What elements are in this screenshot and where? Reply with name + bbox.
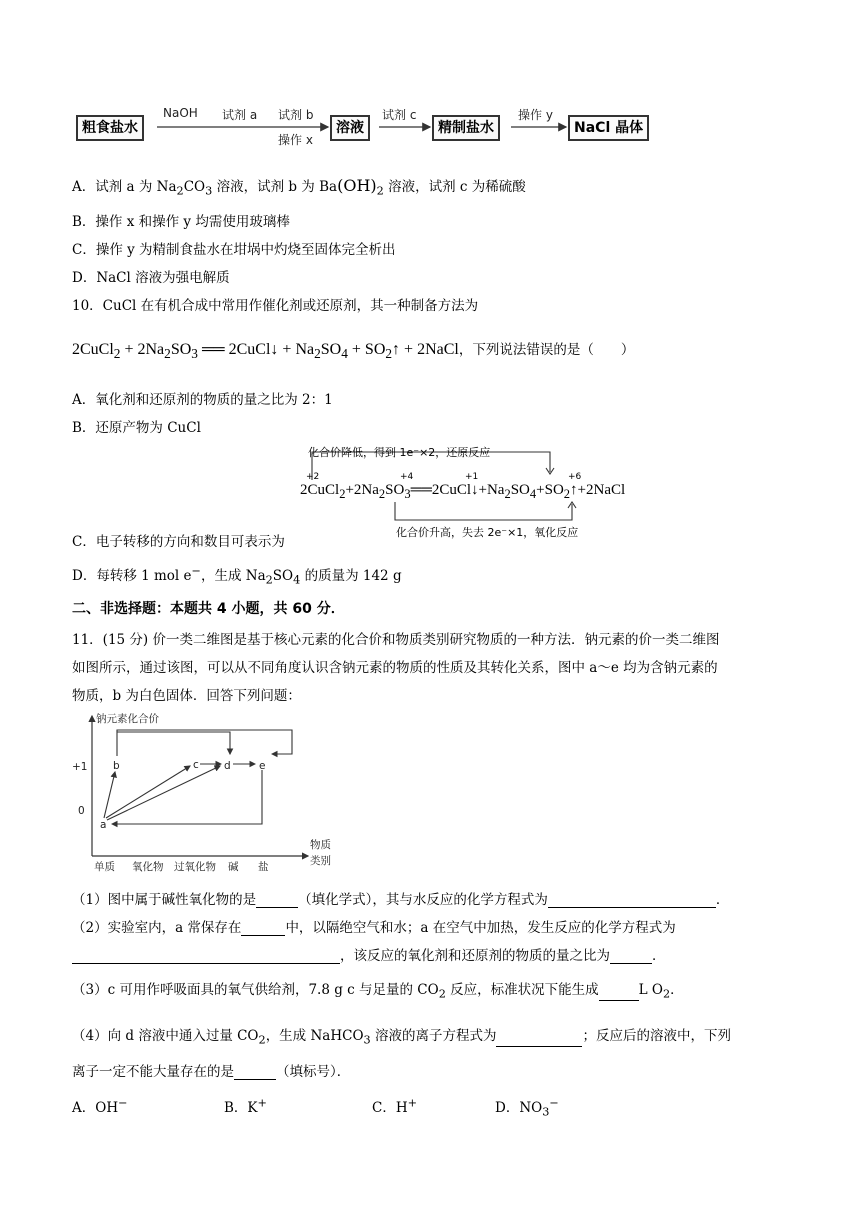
chart-xlabel-1: 物质 <box>310 839 331 851</box>
chart-xtick-peroxide: 过氧化物 <box>174 861 216 873</box>
text: （填标号）． <box>276 1064 351 1080</box>
text: B．K <box>224 1100 258 1116</box>
text: 反应，标准状况下能生成 <box>445 982 599 998</box>
q11-para-1: 11．(15 分) 价一类二维图是基于核心元素的化合价和物质类别研究物质的一种方法．钠元素的价一类二维图 <box>72 632 720 648</box>
valence-cu-before: +2 <box>306 472 320 482</box>
answer-blank[interactable] <box>241 921 285 936</box>
text: （4）向 d 溶液中通入过量 CO <box>72 1028 259 1044</box>
text: （2）实验室内，a 常保存在 <box>72 920 242 936</box>
chart-xtick-element: 单质 <box>94 861 115 873</box>
q11-option-d <box>495 1096 559 1119</box>
flow-label-reagent-c: 试剂 c <box>382 108 417 122</box>
chart-ytick-plus1: +1 <box>72 761 88 773</box>
q10-option-a: A．氧化剂和还原剂的物质的量之比为 2：1 <box>72 392 333 408</box>
q11-sub-2-cont <box>72 944 666 964</box>
flow-box-solution: 溶液 <box>330 115 370 141</box>
q11-sub-4 <box>72 1024 731 1047</box>
flow-box-crude-salt: 粗食盐水 <box>76 115 144 141</box>
text: ． <box>652 948 666 964</box>
chart-xtick-salt: 盐 <box>258 861 269 873</box>
text: 3 <box>205 184 213 198</box>
diagram-equation: $2CuCl_2+2Na_2SO_3══2CuCl↓+Na_2SO_4+SO_2↑+2NaCl$ <box>300 482 626 501</box>
q9-option-a <box>72 175 526 198</box>
flow-label-naoh: NaOH <box>163 106 198 120</box>
answer-blank[interactable] <box>234 1065 276 1080</box>
chart-point-b: b <box>113 760 120 772</box>
q11-sub-1 <box>72 888 729 908</box>
text: − <box>191 564 201 578</box>
valence-cu-after: +1 <box>465 472 479 482</box>
q9-option-c: C．操作 y 为精制食盐水在坩埚中灼烧至固体完全析出 <box>72 242 396 258</box>
text: 溶液，试剂 c 为稀硫酸 <box>383 179 526 195</box>
chart-xtick-base: 碱 <box>228 861 239 873</box>
q11-sub-3 <box>72 978 684 1001</box>
q11-option-b <box>224 1096 267 1116</box>
text: (OH) <box>337 176 377 195</box>
chart-xtick-oxide: 氧化物 <box>132 861 164 873</box>
diagram-oxidation-label: 化合价升高，失去 2e⁻×1，氧化反应 <box>396 526 579 539</box>
text: ；反应后的溶液中，下列 <box>582 1028 731 1044</box>
q10-option-c: C．电子转移的方向和数目可表示为 <box>72 534 285 550</box>
chart-point-e: e <box>259 760 266 772</box>
text: A．OH <box>72 1100 119 1116</box>
chart-point-a: a <box>100 819 107 831</box>
text: 3 <box>363 1033 371 1047</box>
flow-box-nacl-crystal: NaCl 晶体 <box>568 115 649 141</box>
text: 4 <box>293 573 301 587</box>
text: D．NO <box>495 1100 543 1116</box>
text: − <box>118 1096 128 1110</box>
text: ，生成 NaHCO <box>265 1028 364 1044</box>
q9-option-b: B．操作 x 和操作 y 均需使用玻璃棒 <box>72 214 290 230</box>
text: 2 <box>662 987 671 1001</box>
text: 2 <box>258 1033 266 1047</box>
valence-class-chart <box>70 708 350 878</box>
text: （1）图中属于碱性氧化物的是 <box>72 892 257 908</box>
diagram-reduction-label: 化合价降低，得到 1e⁻×2，还原反应 <box>308 446 491 459</box>
valence-s-before: +4 <box>400 472 414 482</box>
q10-stem: 10．CuCl 在有机合成中常用作催化剂或还原剂，其一种制备方法为 <box>72 298 479 314</box>
flow-label-operation-y: 操作 y <box>518 108 553 122</box>
answer-blank[interactable] <box>548 893 716 908</box>
text: ，生成 Na <box>200 568 266 584</box>
text: 中，以隔绝空气和水；a 在空气中加热，发生反应的化学方程式为 <box>285 920 676 936</box>
q10-option-b: B．还原产物为 CuCl <box>72 420 201 436</box>
text: 2 <box>265 573 273 587</box>
text: ． <box>715 892 730 908</box>
text: + <box>407 1096 418 1110</box>
text: A．试剂 a 为 Na <box>72 179 177 195</box>
text: 2 <box>176 184 184 198</box>
text: 离子一定不能大量存在的是 <box>72 1064 234 1080</box>
text: 的质量为 142 g <box>300 568 402 584</box>
text: C．H <box>372 1100 408 1116</box>
flow-label-reagent-b: 试剂 b <box>278 108 314 122</box>
chart-point-d: d <box>224 760 231 772</box>
q11-option-a <box>72 1096 128 1116</box>
answer-blank[interactable] <box>256 893 298 908</box>
valence-s-after: +6 <box>568 472 582 482</box>
text: CO <box>183 179 206 195</box>
flow-label-reagent-a: 试剂 a <box>222 108 258 122</box>
q10-option-d <box>72 564 402 587</box>
chart-point-c: c <box>193 759 199 771</box>
text: （填化学式），其与水反应的化学方程式为 <box>298 892 548 908</box>
text: 溶液，试剂 b 为 Ba <box>212 179 338 195</box>
q10-equation: 2CuCl$_2$ + $2Na_2SO_3$ ══ 2CuCl↓ + $Na_2SO_4$ + $SO_2↑$ + 2NaCl，下列说法错误的是（ ） <box>72 341 635 362</box>
q11-sub-4-cont <box>72 1060 350 1080</box>
q9-option-d: D．NaCl 溶液为强电解质 <box>72 270 230 286</box>
q11-para-2: 如图所示，通过该图，可以从不同角度认识含钠元素的物质的性质及其转化关系，图中 a～e 均为含钠元素的 <box>72 660 718 676</box>
text: 溶液的离子方程式为 <box>370 1028 497 1044</box>
chart-xlabel-2: 类别 <box>310 855 331 867</box>
flow-arrows <box>0 100 860 160</box>
text: ，该反应的氧化剂和还原剂的物质的量之比为 <box>340 948 610 964</box>
chart-ylabel: 钠元素化合价 <box>96 713 159 725</box>
text: D．每转移 1 mol e <box>72 568 192 584</box>
chart-ytick-0: 0 <box>78 805 85 817</box>
section-heading: 二、非选择题：本题共 4 小题，共 60 分． <box>72 601 345 617</box>
text: ． <box>670 982 684 998</box>
answer-blank[interactable] <box>496 1032 582 1047</box>
text: 3 <box>542 1105 550 1119</box>
q11-option-c <box>372 1096 417 1116</box>
q11-para-3: 物质，b 为白色固体．回答下列问题： <box>72 688 301 704</box>
text: 2 <box>438 987 446 1001</box>
text: − <box>549 1096 559 1110</box>
q10-question-tail: ，下列说法错误的是（ ） <box>458 342 635 358</box>
answer-blank[interactable] <box>610 949 652 964</box>
text: 2 <box>376 184 384 198</box>
text: + <box>257 1096 267 1110</box>
q11-sub-2 <box>72 916 676 936</box>
chart-arrows <box>104 730 292 824</box>
flow-label-operation-x: 操作 x <box>278 133 313 147</box>
electron-transfer-diagram <box>300 442 730 542</box>
answer-blank[interactable] <box>599 986 639 1001</box>
text: （3）c 可用作呼吸面具的氧气供给剂，7.8 g c 与足量的 CO <box>72 982 439 998</box>
text: L O <box>638 982 663 998</box>
text: SO <box>272 568 294 584</box>
answer-blank[interactable] <box>72 949 340 964</box>
flow-box-refined-brine: 精制盐水 <box>432 115 500 141</box>
